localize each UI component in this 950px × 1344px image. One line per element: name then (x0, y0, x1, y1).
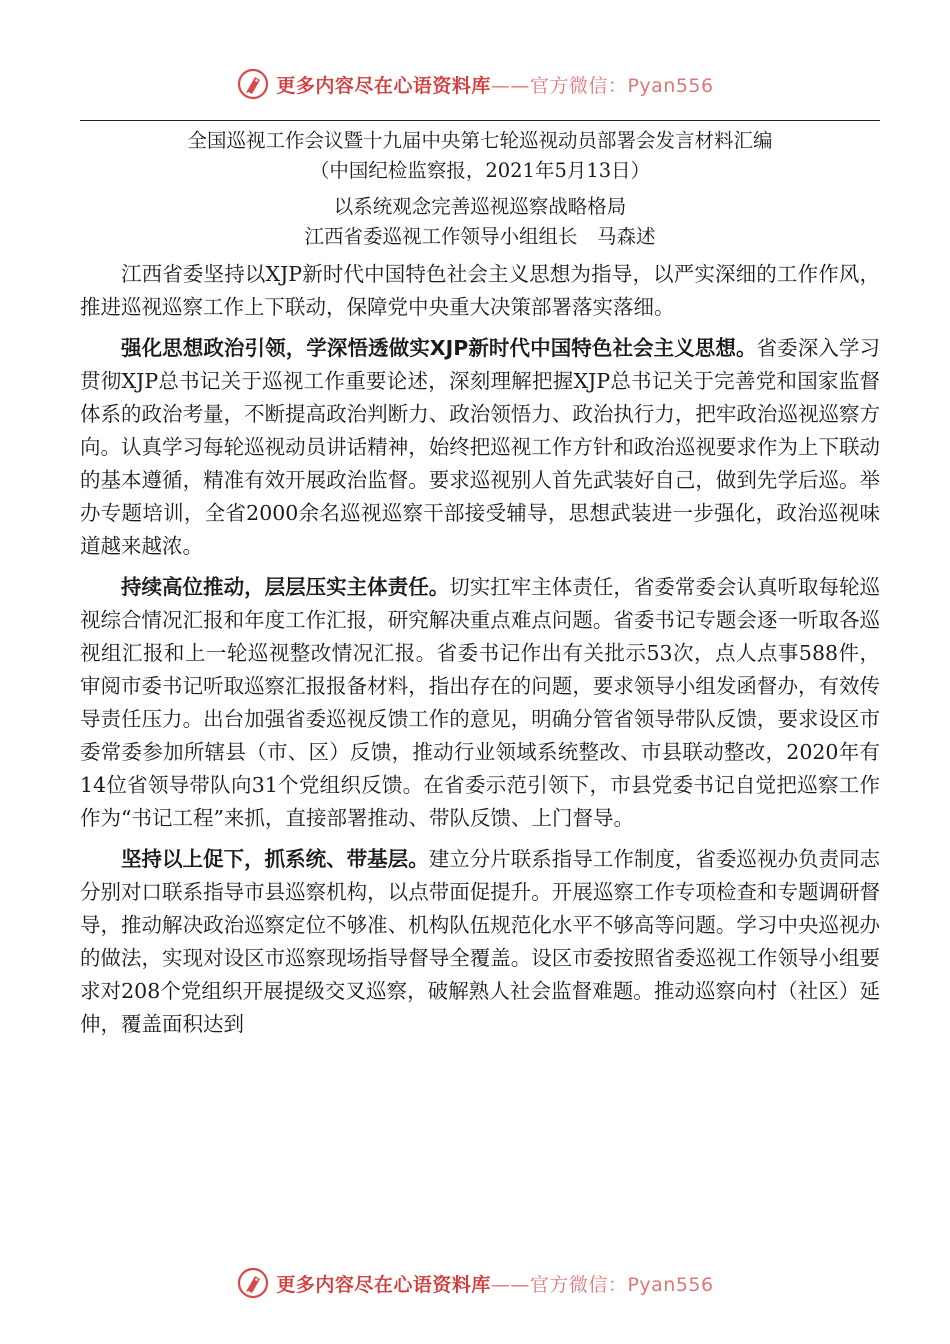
watermark-header (0, 64, 950, 104)
watermark-dash: —— (490, 1273, 530, 1296)
section-body-3: 建立分片联系指导工作制度，省委巡视办负责同志分别对口联系指导市县巡察机构，以点带面促提升。开展巡察工作专项检查和专题调研督导，推动解决政治巡察定位不够准、机构队伍规范化水平不够高等问题。学习中央巡视办的做法，实现对设区市巡察现场指导督导全覆盖。设区市委按照省委巡视工作领导小组要求对208个党组织开展提级交叉巡察，破解熟人社会监督难题。推动巡察向村（社区）延伸，覆盖面积达到 (80, 847, 881, 1036)
pen-nib-icon (236, 67, 270, 101)
header-divider (80, 120, 880, 121)
watermark-footer (0, 1263, 950, 1303)
section-body-1: 省委深入学习贯彻XJP总书记关于巡视工作重要论述，深刻理解把握XJP总书记关于完善党和国家监督体系的政治考量，不断提高政治判断力、政治领悟力、政治执行力，把牢政治巡视巡察方向。认真学习每轮巡视动员讲话精神，始终把巡视工作方针和政治巡视要求作为上下联动的基本遵循，精准有效开展政治监督。要求巡视别人首先武装好自己，做到先学后巡。举办专题培训，全省2000余名巡视巡察干部接受辅导，思想武装进一步强化，政治巡视味道越来越浓。 (80, 336, 880, 558)
watermark-text (276, 1270, 713, 1297)
watermark-contact-label: 官方微信： (529, 74, 628, 97)
section-paragraph-2 (80, 571, 880, 835)
intro-paragraph: 江西省委坚持以XJP新时代中国特色社会主义思想为指导，以严实深细的工作作风，推进巡视巡察工作上下联动，保障党中央重大决策部署落实落细。 (80, 262, 880, 319)
collection-title: 全国巡视工作会议暨十九届中央第七轮巡视动员部署会发言材料汇编 (187, 129, 773, 152)
collection-source: （中国纪检监察报，2021年5月13日） (309, 159, 651, 182)
section-heading-1: 强化思想政治引领，学深悟透做实XJP新时代中国特色社会主义思想。 (121, 336, 757, 360)
watermark-brand: 更多内容尽在心语资料库 (276, 74, 491, 97)
section-body-2: 切实扛牢主体责任，省委常委会认真听取每轮巡视综合情况汇报和年度工作汇报，研究解决重点难点问题。省委书记专题会逐一听取各巡视组汇报和上一轮巡视整改情况汇报。省委书记作出有关批示53次，点人点事588件，审阅市委书记听取巡察汇报报备材料，指出存在的问题，要求领导小组发函督办，有效传导责任压力。出台加强省委巡视反馈工作的意见，明确分管省领导带队反馈，要求设区市委常委参加所辖县（市、区）反馈，推动行业领域系统整改、市县联动整改，2020年有14位省领导带队向31个党组织反馈。在省委示范引领下，市县党委书记自觉把巡察工作作为“书记工程”来抓，直接部署推动、带队反馈、上门督导。 (80, 575, 881, 830)
section-heading-3: 坚持以上促下，抓系统、带基层。 (121, 847, 429, 871)
article-author: 江西省委巡视工作领导小组组长 马森述 (304, 225, 656, 248)
watermark-contact-id: Pyan556 (627, 1273, 714, 1296)
watermark-contact-id: Pyan556 (627, 74, 714, 97)
pen-nib-icon (236, 1266, 270, 1300)
watermark-brand: 更多内容尽在心语资料库 (276, 1273, 491, 1296)
section-paragraph-3 (80, 843, 880, 1041)
article-title: 以系统观念完善巡视巡察战略格局 (333, 195, 627, 218)
watermark-contact-label: 官方微信： (529, 1273, 628, 1296)
watermark-text (276, 71, 713, 98)
document-body (80, 126, 880, 1049)
section-paragraph-1 (80, 332, 880, 563)
section-heading-2: 持续高位推动，层层压实主体责任。 (121, 575, 450, 599)
watermark-dash: —— (490, 74, 530, 97)
